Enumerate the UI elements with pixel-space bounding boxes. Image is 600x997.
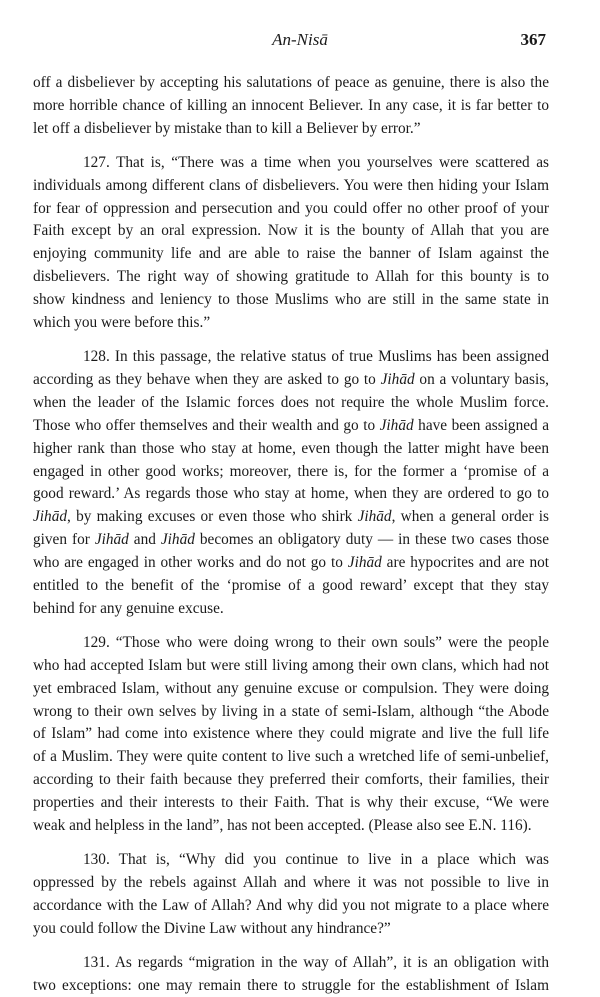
text-line: Jihād, by making excuses or even those who shirk Jihād, when a general order is [33,508,550,526]
text-line: 129. “Those who were doing wrong to their own souls” were the people [83,633,549,651]
text-line: 130. That is, “Why did you continue to live in a place which was [83,851,549,868]
endnote-128 [33,346,549,621]
text-line: Faith except by an oral expression. Now it is the bounty of Allah that you are [33,222,549,240]
text-line: good reward.’ As regards those who stay at home, when they are ordered to go to [33,485,549,503]
page-number: 367 [520,30,546,49]
text-line: 127. That is, “There was a time when you yourselves were scattered as [83,153,549,171]
text-line: enjoying community life and are able to raise the banner of Islam against the [33,245,549,263]
text-line: engaged in other good works; moreover, there is, for the former a ‘promise of a [33,462,549,480]
text-line: let off a disbeliever by mistake than to kill a Believer by error.” [33,119,421,137]
text-line: show kindness and leniency to those Muslims who are still in the same state in [33,291,549,309]
endnote-129 [33,632,549,838]
text-line: which you were before this.” [33,314,211,332]
text-line: 128. In this passage, the relative status of true Muslims has been assigned [83,347,549,365]
text-line: higher rank than those who stay at home, even though the latter might have been [33,439,549,457]
text-line: given for Jihād and Jihād becomes an obligatory duty — in these two cases those [33,531,549,549]
text-line: oppressed by the rebels against Allah and where it was not possible to live in [33,873,549,891]
continued-paragraph [33,72,549,141]
endnote-127 [33,152,549,335]
page-body [33,72,549,997]
text-line: who had accepted Islam but were still living among their own clans, which had not [33,656,549,674]
text-line: when the leader of the Islamic forces does not require the whole Muslim force. [33,393,549,411]
text-line: entitled to the benefit of the ‘promise of a good reward’ except that they stay [33,577,549,595]
page-header [0,30,600,54]
endnote-130 [33,849,549,941]
text-line: 131. As regards “migration in the way of Allah”, it is an obligation with [83,953,549,971]
running-title: An-Nisā [272,30,328,49]
text-line: weak and helpless in the land”, has not been accepted. (Please also see E.N. 116). [33,817,532,835]
text-line: according to their faith because they preferred their comforts, their families, their [33,771,549,789]
text-line: individuals among different clans of disbelievers. You were then hiding your Islam [33,176,549,194]
text-line: behind for any genuine excuse. [33,599,224,617]
text-line: who are engaged in other works and do not go to Jihād are hypocrites and are not [33,554,550,572]
text-line: accordance with the Law of Allah? And why did you not migrate to a place where [33,896,549,914]
text-line: more horrible chance of killing an innocent Believer. In any case, it is far better to [33,96,549,114]
text-line: according as they behave when they are asked to go to Jihād on a voluntary basis, [33,370,549,388]
text-line: of Islam” had come into existence where they could migrate and live the full life [33,725,549,743]
text-line: properties and their interests to their Faith. That is why their excuse, “We were [33,794,549,812]
text-line: of a Muslim. They were quite content to live such a wretched life of semi-unbelief, [33,748,549,766]
text-line: two exceptions: one may remain there to struggle for the establishment of Islam [33,976,549,994]
text-line: you could follow the Divine Law without any hindrance?” [33,919,391,937]
text-line: for fear of oppression and persecution and you could offer no other proof of your [33,199,549,217]
text-line: Those who offer themselves and their wealth and go to Jihād have been assigned a [33,416,549,434]
text-line: off a disbeliever by accepting his salutations of peace as genuine, there is also the [33,74,549,91]
text-line: yet embraced Islam, without any genuine excuse or compulsion. They were doing [33,679,549,697]
text-line: disbelievers. The right way of showing gratitude to Allah for this bounty is to [33,268,549,286]
endnote-131 [33,952,549,997]
text-line: wrong to their own selves by living in a state of semi-Islam, although “the Abode [33,702,549,720]
